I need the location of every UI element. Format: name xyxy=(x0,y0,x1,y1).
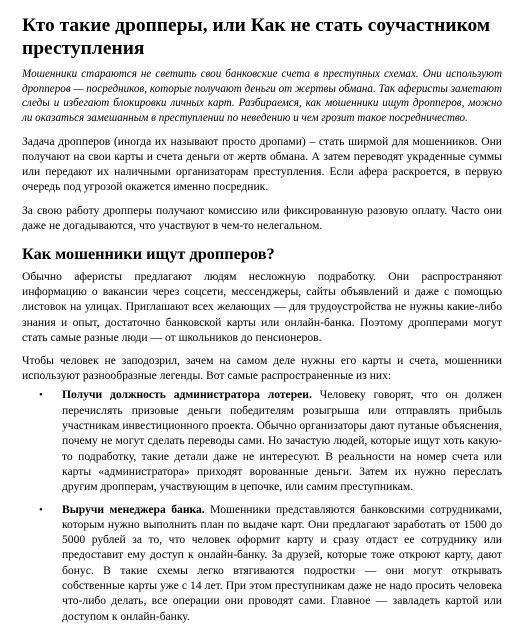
list-item-title: Выручи менеджера банка. xyxy=(62,502,205,516)
list-item-title: Получи должность администратора лотереи. xyxy=(62,388,312,402)
list-item-text: Мошенники представляются банковскими сотрудниками, которым нужно выполнить план по выдаче карт. Они предлагают заработать от 1500 до 5000 рублей за то, что человек оформит карту и сразу отдаст ее сотруднику или предоставит ему доступ к онлайн-банку. За друзей, которые тоже откроют карту, дают бонус. В такие схемы легко втягиваются подростки — они могут открывать собственные карты уже с 14 лет. При этом преступникам даже не надо просить человека что-либо делать, все операции они проводят сами. Главное — завладеть картой или доступом к онлайн-банку. xyxy=(62,502,502,623)
list-item xyxy=(22,387,502,494)
article-lead: Мошенники стараются не светить свои банковские счета в преступных схемах. Они используют дропперов — посредников, которые получают деньги от жертвы обмана. Так аферисты заметают следы и избегают блокировки личных карт. Разбираемся, как мошенники ищут дропперов, можно ли оказаться замешанным в преступлении по неведению и чем грозит такое посредничество. xyxy=(22,68,502,125)
intro-paragraph: Задача дропперов (иногда их называют просто дропами) – стать ширмой для мошенников. Они получают на свои карты и счета деньги от жертв обмана. А затем переводят украденные суммы или передают их наличными организаторам преступления. Если афера раскроется, в первую очередь под угрозой окажется именно посредник. xyxy=(22,134,502,194)
payment-paragraph: За свою работу дропперы получают комиссию или фиксированную разовую оплату. Часто они даже не догадываются, что участвуют в чем-то нелегальном. xyxy=(22,203,502,232)
list-item xyxy=(22,502,502,624)
scheme-list xyxy=(22,387,502,623)
section-heading: Как мошенники ищут дропперов? xyxy=(22,244,275,264)
section-paragraph: Обычно аферисты предлагают людям несложную подработку. Они распространяют информацию о вакансии через соцсети, мессенджеры, сайты объявлений и даже с помощью листовок на улицах. Приглашают всех желающих — для трудоустройства не нужны какие-либо знания и опыт, достаточно банковской карты или онлайн-банка. Поэтому дропперами могут стать самые разные люди — от школьников до пенсионеров. xyxy=(22,270,502,344)
bullet-icon: • xyxy=(39,503,43,516)
article xyxy=(22,14,502,624)
section-paragraph: Чтобы человек не заподозрил, зачем на самом деле нужны его карты и счета, мошенники используют разнообразные легенды. Вот самые распространенные из них: xyxy=(22,354,502,383)
bullet-icon: • xyxy=(39,389,43,402)
list-item-text: Человеку говорят, что он должен перечислять призовые деньги победителям розыгрыша или отправлять прибыль участникам инвестиционного проекта. Обычно организаторы дают путаные объяснения, почему не могут сделать переводы сами. Но зачастую людей, которые ищут хоть какую-то подработку, такие детали даже не интересуют. В реальности на номер счета или карты «администратора» приходят ворованные деньги. Затем их нужно переслать другим дропперам, участвующим в цепочке, или самим преступникам. xyxy=(62,388,502,494)
article-title: Кто такие дропперы, или Как не стать соучастником преступления xyxy=(22,15,491,59)
